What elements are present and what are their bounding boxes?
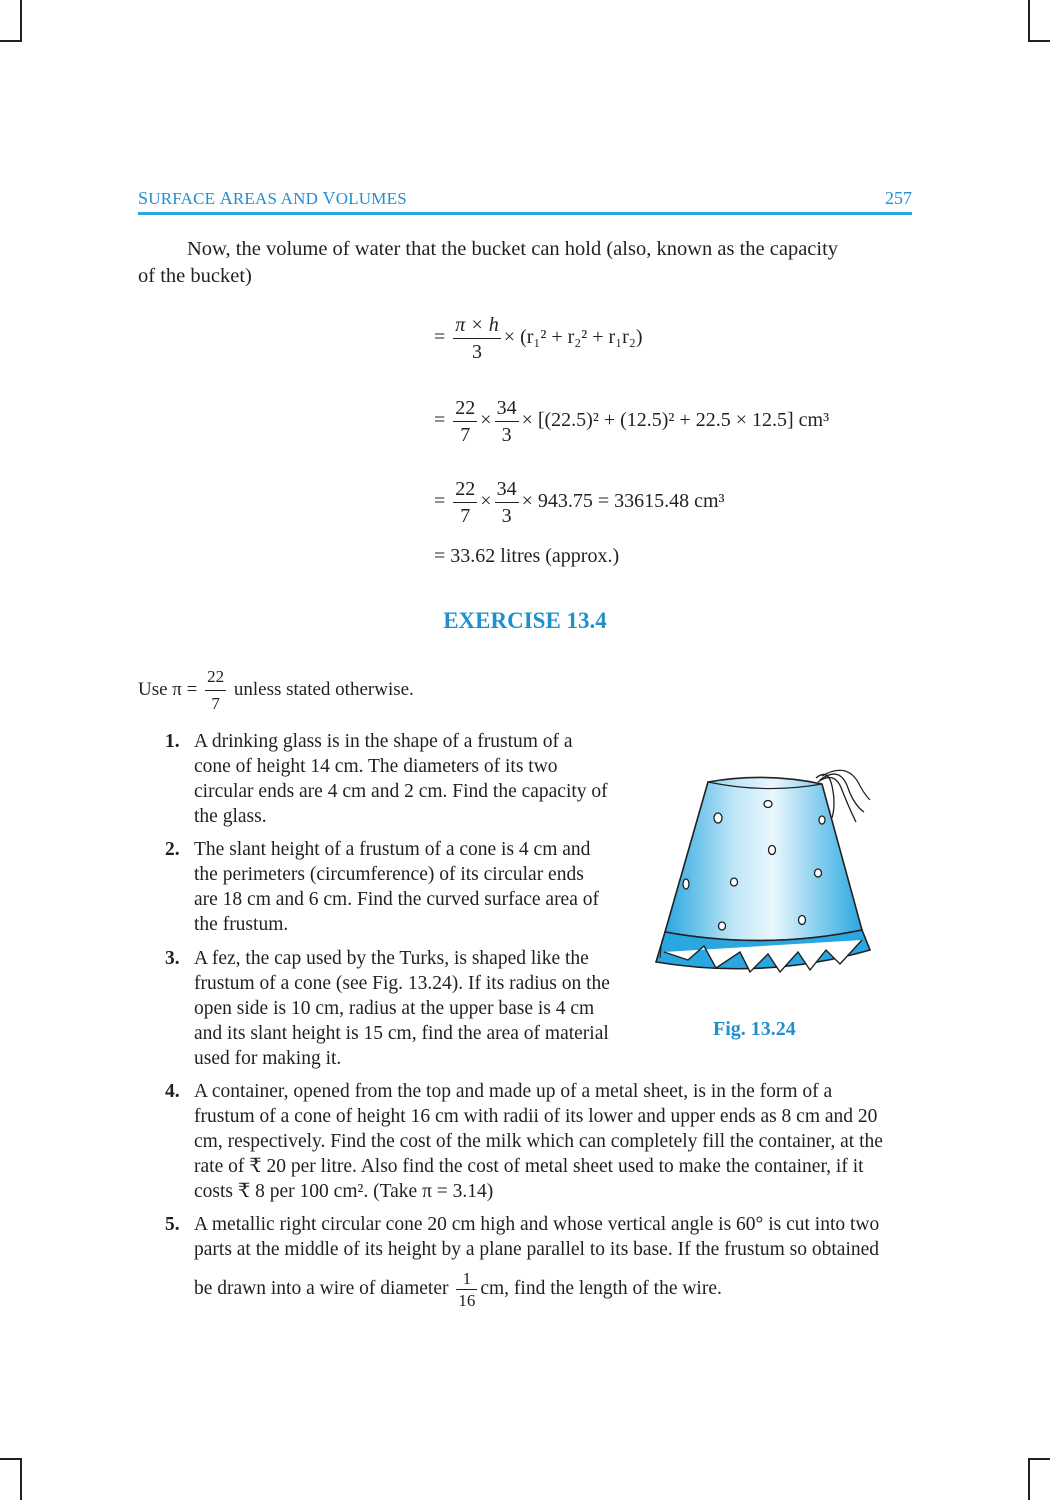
intro-line-1: Now, the volume of water that the bucket can hold (also, known as the capacity	[187, 238, 839, 260]
figure-caption: Fig. 13.24	[713, 1018, 796, 1040]
fraction: $\frac{1}{16}$	[458, 1269, 476, 1310]
fez-illustration	[650, 760, 880, 995]
math-step-2: = $\frac{22}{7}$ × $\frac{34}{3}$ × [(22.5)² + (12.5)² + 22.5 × 12.5] cm³	[434, 397, 830, 446]
intro-line-2: of the bucket)	[138, 265, 252, 287]
question-number: 4.	[165, 1081, 180, 1102]
crop-mark	[0, 40, 22, 42]
math-step-4: = 33.62 litres (approx.)	[434, 545, 620, 567]
question-2: The slant height of a frustum of a cone is 4 cm and the perimeters (circumference) of its circular ends are 18 cm and 6 cm. Find the curved surface area of the frustum.	[194, 839, 599, 935]
crop-mark	[0, 1458, 22, 1460]
fraction: $\frac{22}{7}$	[455, 478, 476, 527]
fraction: $\frac{22}{7}$	[205, 664, 226, 717]
crop-mark	[1028, 1458, 1030, 1500]
fraction: $\frac{\pi \times h}{3}$	[455, 314, 499, 363]
header-rule	[138, 212, 912, 215]
question-number: 3.	[165, 948, 180, 969]
question-number: 5.	[165, 1214, 180, 1235]
crop-mark	[1028, 1458, 1050, 1460]
page-number: 257	[885, 188, 912, 208]
fraction: $\frac{34}{3}$	[496, 478, 517, 527]
fraction: $\frac{34}{3}$	[496, 397, 517, 446]
crop-mark	[20, 0, 22, 42]
exercise-title: EXERCISE 13.4	[443, 608, 607, 633]
question-5: A metallic right circular cone 20 cm high and whose vertical angle is 60° is cut into two parts at the middle of its height by a plane parallel to its base. If the frustum so obtained be drawn into a wire of diameter $\frac{1}{16}$ cm, find the length of the wire.	[194, 1214, 880, 1310]
math-step-3: = $\frac{22}{7}$ × $\frac{34}{3}$ × 943.75 = 33615.48 cm³	[434, 478, 725, 527]
crop-mark	[1028, 0, 1030, 42]
header-title: SURFACE AREAS AND VOLUMES	[138, 188, 407, 208]
question-3: A fez, the cap used by the Turks, is shaped like the frustum of a cone (see Fig. 13.24). If its radius on the open side is 10 cm, radius at the upper base is 4 cm and its slant height is 15 cm, find the area of material used for making it.	[194, 948, 610, 1069]
use-pi-note: Use π = $\frac{22}{7}$ unless stated otherwise.	[138, 664, 414, 717]
fraction: $\frac{22}{7}$	[455, 397, 476, 446]
question-number: 1.	[165, 731, 180, 752]
question-4: A container, opened from the top and made up of a metal sheet, is in the form of a frustum of a cone of height 16 cm with radii of its lower and upper ends as 8 cm and 20 cm, respectively. Find the cost of the milk which can completely fill the container, at the rate of ₹ 20 per litre. Also find the cost of metal sheet used to make the container, if it costs ₹ 8 per 100 cm². (Take π = 3.14)	[194, 1081, 883, 1202]
question-number: 2.	[165, 839, 180, 860]
crop-mark	[1028, 40, 1050, 42]
question-1: A drinking glass is in the shape of a frustum of a cone of height 14 cm. The diameters of its two circular ends are 4 cm and 2 cm. Find the capacity of the glass.	[194, 731, 608, 827]
math-step-1: = $\frac{\pi \times h}{3}$ × (r₁² + r₂² + r₁r₂)	[434, 314, 643, 363]
crop-mark	[20, 1458, 22, 1500]
